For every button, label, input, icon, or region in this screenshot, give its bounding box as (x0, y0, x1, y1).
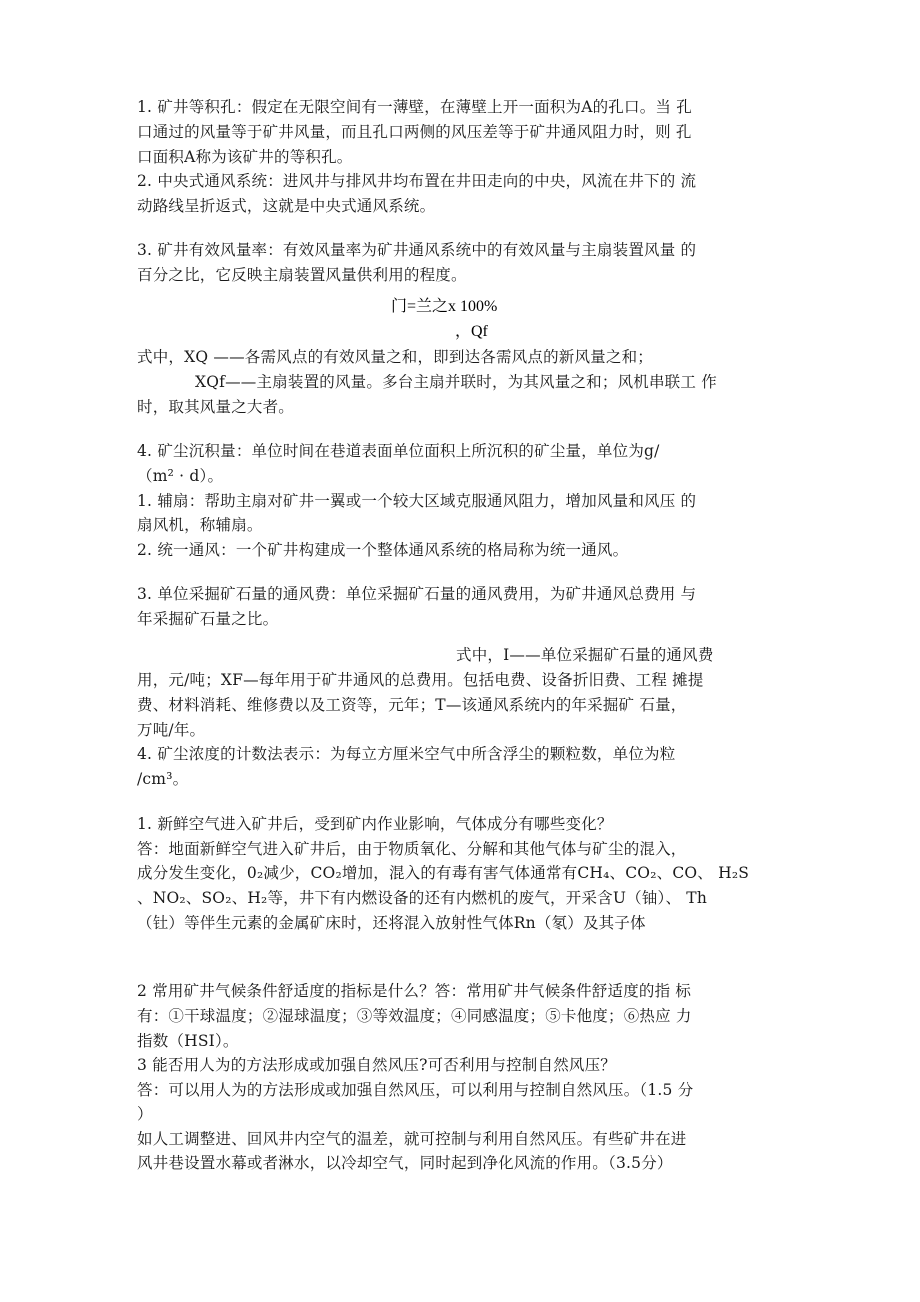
text-line: 有：①干球温度；②湿球温度；③等效温度；④同感温度；⑤卡他度；⑥热应 力 (137, 1007, 692, 1025)
text-line: 答：地面新鲜空气进入矿井后，由于物质氧化、分解和其他气体与矿尘的混入， (137, 840, 687, 858)
formula-efficiency-line1: 门=兰之x 100% (391, 298, 498, 315)
text-line: XQf——主扇装置的风量。多台主扇并联时，为其风量之和；风机串联工 作 (195, 373, 717, 391)
text-line: 1. 新鲜空气进入矿井后，受到矿内作业影响，气体成分有哪些变化？ (137, 815, 613, 833)
text-line: 2. 中央式通风系统：进风井与排风井均布置在井田走向的中央，风流在井下的 流 (137, 172, 697, 190)
text-line: 如人工调整进、回风井内空气的温差，就可控制与利用自然风压。有些矿井在进 (137, 1130, 687, 1148)
text-line: 风井巷设置水幕或者淋水，以冷却空气，同时起到净化风流的作用。（3.5分） (137, 1154, 673, 1172)
text-line: 1. 辅扇：帮助主扇对矿井一翼或一个较大区域克服通风阻力，增加风量和风压 的 (137, 492, 697, 510)
text-line: 、NO₂、SO₂、H₂等，井下有内燃设备的还有内燃机的废气，开采含U（铀）、 Th (137, 889, 708, 907)
text-line: 百分之比，它反映主扇装置风量供利用的程度。 (137, 266, 467, 284)
text-line: （钍）等伴生元素的金属矿床时，还将混入放射性气体Rn（氡）及其子体 (137, 914, 646, 932)
text-line: 时，取其风量之大者。 (137, 398, 295, 416)
text-line: /cm³。 (137, 770, 189, 788)
text-line: 3. 矿井有效风量率：有效风量率为矿井通风系统中的有效风量与主扇装置风量 的 (137, 241, 697, 259)
text-line: 动路线呈折返式，这就是中央式通风系统。 (137, 197, 436, 215)
text-line: 成分发生变化，0₂减少，CO₂增加，混入的有毒有害气体通常有CH₄、CO₂、CO、 H₂S (137, 864, 750, 882)
formula-efficiency-line2: ，Qf (455, 323, 488, 340)
text-line: 1. 矿井等积孔：假定在无限空间有一薄壁，在薄壁上开一面积为A的孔口。当 孔 (137, 98, 692, 116)
text-line: 4. 矿尘沉积量：单位时间在巷道表面单位面积上所沉积的矿尘量，单位为g/ (137, 442, 660, 460)
text-line: 口面积A称为该矿井的等积孔。 (137, 148, 353, 166)
text-line: 扇风机，称辅扇。 (137, 516, 263, 534)
text-line: 3. 单位采掘矿石量的通风费：单位采掘矿石量的通风费用，为矿井通风总费用 与 (137, 585, 697, 603)
text-line: 口通过的风量等于矿井风量，而且孔口两侧的风压差等于矿井通风阻力时，则 孔 (137, 123, 692, 141)
text-line: 费、材料消耗、维修费以及工资等，元年；T—该通风系统内的年采掘矿 石量， (137, 696, 687, 714)
text-line: 年采掘矿石量之比。 (137, 610, 279, 628)
text-line: ） (137, 1105, 153, 1123)
text-line: 3 能否用人为的方法形成或加强自然风压?可否利用与控制自然风压？ (137, 1056, 617, 1074)
text-line: 式中，XQ ——各需风点的有效风量之和，即到达各需风点的新风量之和； (137, 348, 653, 366)
text-line: 答：可以用人为的方法形成或加强自然风压，可以利用与控制自然风压。（1.5 分 (137, 1081, 694, 1099)
text-line: 用，元/吨；XF—每年用于矿井通风的总费用。包括电费、设备折旧费、工程 摊提 (137, 671, 704, 689)
text-line: 式中，I——单位采掘矿石量的通风费 (456, 646, 714, 664)
text-line: （m² · d）。 (137, 467, 224, 485)
text-line: 万吨/年。 (137, 721, 206, 739)
text-line: 4. 矿尘浓度的计数法表示：为每立方厘米空气中所含浮尘的颗粒数，单位为粒 (137, 745, 676, 763)
text-line: 指数（HSI）。 (137, 1032, 239, 1050)
text-line: 2 常用矿井气候条件舒适度的指标是什么？答：常用矿井气候条件舒适度的指 标 (137, 982, 692, 1000)
text-line: 2. 统一通风：一个矿井构建成一个整体通风系统的格局称为统一通风。 (137, 541, 629, 559)
